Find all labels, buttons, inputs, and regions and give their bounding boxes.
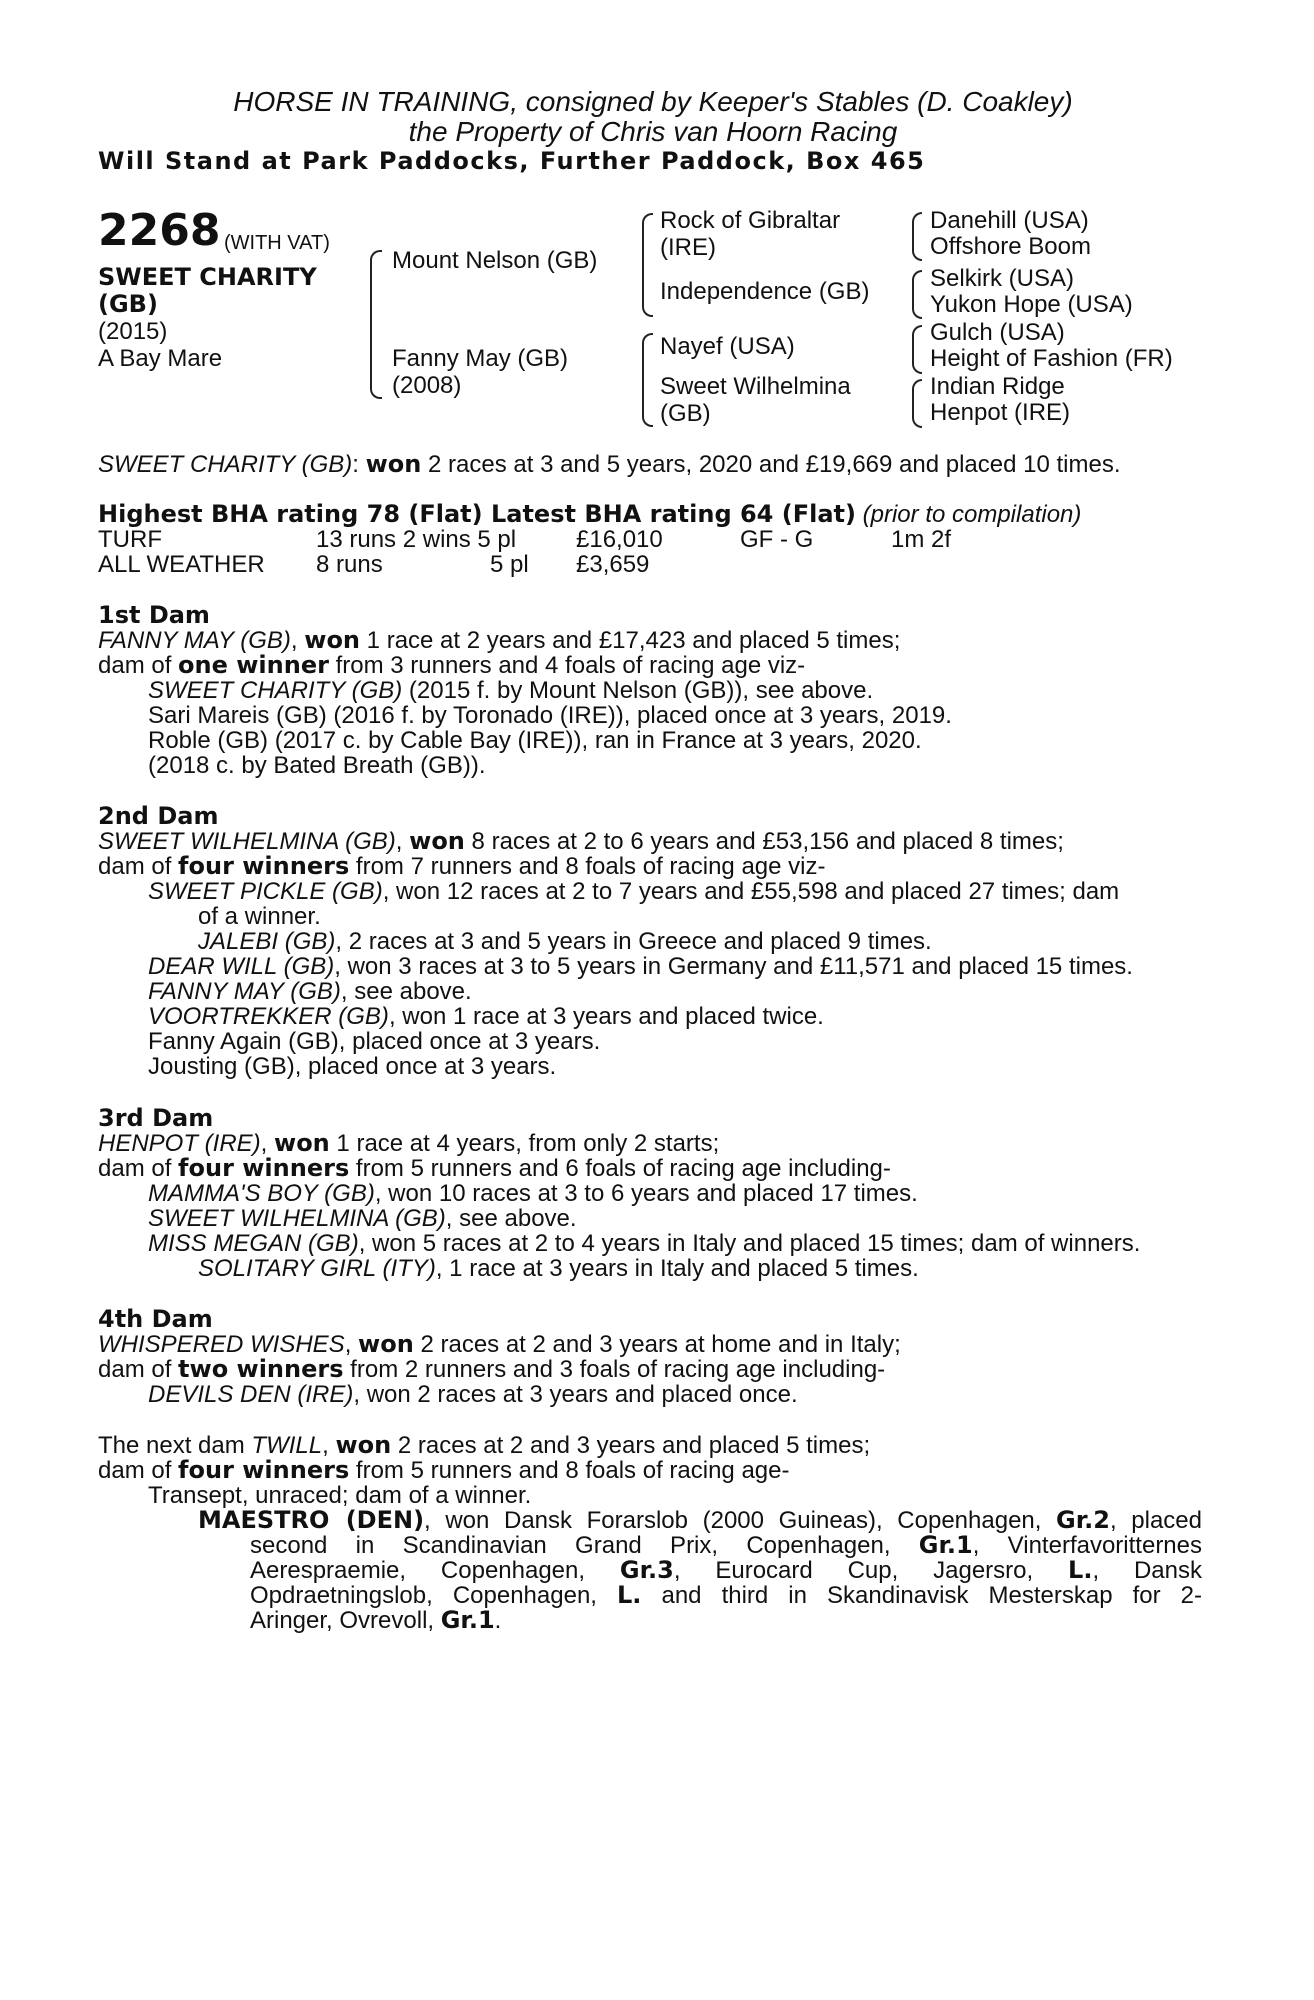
pedigree-g7: Indian Ridge (930, 373, 1065, 400)
pedigree-dam (392, 345, 568, 399)
maestro-l2a: second in Scandinavian Grand Prix, Copenhagen, (250, 1532, 919, 1559)
maestro-line4 (250, 1583, 1202, 1608)
pedigree-g5: Gulch (USA) (930, 319, 1065, 346)
dam3-name: HENPOT (IRE) (98, 1130, 261, 1157)
dam3-won: won (274, 1129, 330, 1157)
summary-won: won (365, 450, 422, 478)
dam1-progeny-4: (2018 c. by Bated Breath (GB)). (148, 752, 486, 779)
dam3-progeny-1 (148, 1181, 918, 1206)
ratings-note: (prior to compilation) (862, 501, 1082, 528)
dam3-progeny-3-rest: , won 5 races at 2 to 4 years in Italy and placed 15 times; dam of winners. (358, 1230, 1141, 1257)
pedigree-dam-name: Fanny May (GB) (392, 345, 569, 372)
dam4-winners: two winners (178, 1355, 344, 1383)
maestro-l1a: , won Dansk Forarslob (2000 Guineas), Copenhagen, (424, 1507, 1057, 1534)
lot-number: 2268 (98, 205, 221, 256)
record-row-turf (98, 527, 162, 552)
dam3-progeny-3 (148, 1231, 1140, 1256)
maestro-l3c: , Dansk (1092, 1557, 1202, 1584)
dam1-rest: 1 race at 2 years and £17,423 and placed 5 times; (360, 627, 901, 654)
dam3-progeny-3a (198, 1256, 919, 1281)
pedigree-g2: Offshore Boom (930, 233, 1091, 260)
dam1-line2 (98, 653, 805, 678)
dam2-name: SWEET WILHELMINA (GB) (98, 828, 396, 855)
nextdam-progeny-1: Transept, unraced; dam of a winner. (148, 1482, 532, 1509)
maestro-l5-grade: Gr.1 (440, 1606, 495, 1634)
pedigree-brace-g2 (912, 270, 922, 319)
dam2-progeny-3 (148, 979, 472, 1004)
dam2-progeny-1a (198, 929, 932, 954)
ratings-bold: Highest BHA rating 78 (Flat) Latest BHA rating 64 (Flat) (98, 500, 856, 528)
pedigree-g3: Selkirk (USA) (930, 265, 1075, 292)
pedigree-sire-sire-line1: Rock of Gibraltar (660, 207, 841, 234)
dam2-progeny-1 (148, 879, 1119, 904)
dam1-damof: dam of (98, 652, 179, 679)
dam2-rest: 8 races at 2 to 6 years and £53,156 and placed 8 times; (464, 828, 1064, 855)
dam2-winners: four winners (178, 852, 350, 880)
nextdam-rest: 2 races at 2 and 3 years and placed 5 times; (391, 1432, 871, 1459)
pedigree-g4: Yukon Hope (USA) (930, 291, 1133, 318)
nextdam-line2 (98, 1458, 789, 1483)
dam1-progeny-3: Roble (GB) (2017 c. by Cable Bay (IRE)), ran in France at 3 years, 2020. (148, 727, 922, 754)
nextdam-sep: , (322, 1432, 336, 1459)
dam2-title: 2nd Dam (98, 802, 219, 830)
dam4-progeny-1-rest: , won 2 races at 3 years and placed once. (353, 1381, 798, 1408)
dam2-progeny-1a-rest: , 2 races at 3 and 5 years in Greece and placed 9 times. (335, 928, 932, 955)
maestro-line1 (198, 1508, 1202, 1533)
dam4-progeny-1 (148, 1382, 798, 1407)
pedigree-brace-g3 (912, 325, 922, 374)
summary-horse: SWEET CHARITY (GB) (98, 451, 353, 478)
bha-ratings (98, 502, 1081, 527)
lot-header-line2: the Property of Chris van Hoorn Racing (408, 116, 898, 147)
pedigree-g8: Henpot (IRE) (930, 399, 1071, 426)
nextdam-name: TWILL (251, 1432, 323, 1459)
pedigree-sire-sire (660, 207, 840, 261)
lot-header-line1: HORSE IN TRAINING, consigned by Keeper's Stables (D. Coakley) (233, 86, 1073, 117)
pedigree-brace-parents (370, 250, 382, 399)
record-prize-aw: £3,659 (576, 551, 650, 578)
record-placed-aw: 5 pl (490, 551, 529, 578)
maestro-line3 (250, 1558, 1202, 1583)
dam4-progeny-1-name: DEVILS DEN (IRE) (148, 1381, 354, 1408)
maestro-l2b: , Vinterfavoritternes (972, 1532, 1203, 1559)
dam3-progeny-2-name: SWEET WILHELMINA (GB) (148, 1205, 446, 1232)
dam3-progeny-1-name: MAMMA'S BOY (GB) (148, 1180, 375, 1207)
maestro-name: MAESTRO (DEN) (198, 1506, 425, 1534)
dam4-rest: 2 races at 2 and 3 years at home and in Italy; (413, 1331, 901, 1358)
nextdam-winners: four winners (178, 1456, 350, 1484)
dam1-title: 1st Dam (98, 601, 210, 629)
pedigree-sire-sire-line2: (IRE) (660, 234, 716, 261)
maestro-line5 (250, 1608, 501, 1633)
pedigree-g1: Danehill (USA) (930, 207, 1089, 234)
nextdam-damof: dam of (98, 1457, 179, 1484)
dam4-line1 (98, 1332, 901, 1357)
dam3-winners: four winners (178, 1154, 350, 1182)
dam2-line1 (98, 829, 1064, 854)
dam3-line2 (98, 1156, 891, 1181)
horse-name-line1: SWEET CHARITY (98, 263, 317, 291)
record-prize-turf: £16,010 (576, 526, 663, 553)
pedigree-dam-dam-line2: (GB) (660, 400, 711, 427)
maestro-l3b: , Eurocard Cup, Jagersro, (673, 1557, 1069, 1584)
horse-name-line2: (GB) (98, 290, 158, 318)
dam4-won: won (358, 1330, 414, 1358)
vat-label: (WITH VAT) (224, 232, 330, 254)
dam2-progeny-2-name: DEAR WILL (GB) (148, 953, 335, 980)
maestro-l4a: Opdraetningslob, Copenhagen, (250, 1582, 618, 1609)
dam2-progeny-4-name: VOORTREKKER (GB) (148, 1003, 389, 1030)
dam2-progeny-1-rest: , won 12 races at 2 to 7 years and £55,598 and placed 27 times; dam (382, 878, 1120, 905)
nextdam-runners: from 5 runners and 8 foals of racing age- (349, 1457, 790, 1484)
dam3-damof: dam of (98, 1155, 179, 1182)
pedigree-dam-dam (660, 373, 851, 427)
horse-year: (2015) (98, 318, 168, 345)
maestro-l4-listed: L. (617, 1581, 642, 1609)
dam1-runners: from 3 runners and 4 foals of racing age viz- (328, 652, 806, 679)
maestro-l1-grade: Gr.2 (1056, 1506, 1110, 1534)
dam1-progeny-2: Sari Mareis (GB) (2016 f. by Toronado (IRE)), placed once at 3 years, 2019. (148, 702, 952, 729)
dam2-sep: , (395, 828, 410, 855)
nextdam-intro: The next dam (98, 1432, 252, 1459)
dam2-progeny-4 (148, 1004, 824, 1029)
record-runs-aw: 8 runs (316, 551, 383, 578)
dam2-progeny-1-name: SWEET PICKLE (GB) (148, 878, 383, 905)
dam2-progeny-4-rest: , won 1 race at 3 years and placed twice. (388, 1003, 824, 1030)
maestro-l2-grade: Gr.1 (918, 1531, 973, 1559)
pedigree-dam-year: (2008) (392, 372, 462, 399)
dam2-progeny-5: Fanny Again (GB), placed once at 3 years. (148, 1028, 601, 1055)
pedigree-brace-dam (642, 333, 653, 427)
dam2-progeny-3-rest: , see above. (340, 978, 472, 1005)
dam4-title: 4th Dam (98, 1305, 213, 1333)
dam1-progeny-1-rest: (2015 f. by Mount Nelson (GB)), see above. (402, 677, 874, 704)
maestro-line2 (250, 1533, 1202, 1558)
lot-location: Will Stand at Park Paddocks, Further Paddock, Box 465 (98, 147, 926, 175)
record-runs-turf: 13 runs 2 wins 5 pl (316, 526, 517, 553)
summary-rest: 2 races at 3 and 5 years, 2020 and £19,669 and placed 10 times. (421, 451, 1121, 478)
pedigree-dam-sire: Nayef (USA) (660, 333, 795, 360)
pedigree-brace-sire (642, 213, 653, 317)
dam2-progeny-2 (148, 954, 1133, 979)
dam1-sep: , (290, 627, 305, 654)
dam1-name: FANNY MAY (GB) (98, 627, 291, 654)
dam2-progeny-1a-name: JALEBI (GB) (198, 928, 336, 955)
maestro-l5a: Aringer, Ovrevoll, (250, 1607, 441, 1634)
dam3-progeny-3a-name: SOLITARY GIRL (ITY) (198, 1255, 436, 1282)
dam3-progeny-3a-rest: , 1 race at 3 years in Italy and placed 5 times. (435, 1255, 919, 1282)
race-summary (98, 452, 1121, 477)
dam4-runners: from 2 runners and 3 foals of racing age including- (343, 1356, 886, 1383)
dam4-line2 (98, 1357, 885, 1382)
pedigree-brace-g4 (912, 379, 922, 428)
horse-description: A Bay Mare (98, 345, 223, 372)
dam3-progeny-2 (148, 1206, 577, 1231)
horse-identity (98, 264, 358, 372)
dam2-progeny-2-rest: , won 3 races at 3 to 5 years in Germany and £11,571 and placed 15 times. (334, 953, 1133, 980)
record-distance-turf: 1m 2f (891, 526, 952, 553)
pedigree-dam-dam-line1: Sweet Wilhelmina (660, 373, 851, 400)
dam2-damof: dam of (98, 853, 179, 880)
dam3-line1 (98, 1131, 719, 1156)
dam2-line2 (98, 854, 825, 879)
dam2-progeny-3-name: FANNY MAY (GB) (148, 978, 341, 1005)
maestro-l3a: Aerespraemie, Copenhagen, (250, 1557, 620, 1584)
dam1-winners: one winner (178, 651, 329, 679)
dam2-won: won (409, 827, 465, 855)
dam3-title: 3rd Dam (98, 1104, 214, 1132)
pedigree-brace-g1 (912, 212, 922, 261)
dam1-line1 (98, 628, 900, 653)
pedigree-sire: Mount Nelson (GB) (392, 247, 598, 274)
dam1-progeny-1 (148, 678, 873, 703)
dam3-progeny-3-name: MISS MEGAN (GB) (148, 1230, 359, 1257)
maestro-l3-listed: L. (1068, 1556, 1093, 1584)
dam2-runners: from 7 runners and 8 foals of racing age viz- (349, 853, 826, 880)
pedigree-g6: Height of Fashion (FR) (930, 345, 1173, 372)
dam2-progeny-6: Jousting (GB), placed once at 3 years. (148, 1053, 557, 1080)
dam4-damof: dam of (98, 1356, 179, 1383)
dam3-progeny-1-rest: , won 10 races at 3 to 6 years and placed 17 times. (374, 1180, 918, 1207)
maestro-l5b: . (494, 1607, 502, 1634)
summary-sep: : (352, 451, 366, 478)
dam4-name: WHISPERED WISHES (98, 1331, 345, 1358)
pedigree-sire-dam: Independence (GB) (660, 278, 870, 305)
dam2-progeny-1-cont: of a winner. (198, 903, 321, 930)
maestro-l1b: , placed (1109, 1507, 1202, 1534)
record-going-turf: GF - G (740, 526, 814, 553)
dam3-rest: 1 race at 4 years, from only 2 starts; (329, 1130, 720, 1157)
maestro-l4b: and third in Skandinavisk Mesterskap for 2- (641, 1582, 1202, 1609)
dam4-sep: , (344, 1331, 359, 1358)
dam3-runners: from 5 runners and 6 foals of racing age including- (349, 1155, 891, 1182)
dam1-won: won (304, 626, 361, 654)
nextdam-won: won (335, 1431, 392, 1459)
nextdam-line1 (98, 1433, 870, 1458)
record-surface: TURF (98, 526, 162, 553)
maestro-l3-grade: Gr.3 (619, 1556, 674, 1584)
record-surface-aw: ALL WEATHER (98, 551, 265, 578)
dam3-progeny-2-rest: , see above. (445, 1205, 577, 1232)
dam3-sep: , (260, 1130, 275, 1157)
dam1-progeny-1-name: SWEET CHARITY (GB) (148, 677, 403, 704)
